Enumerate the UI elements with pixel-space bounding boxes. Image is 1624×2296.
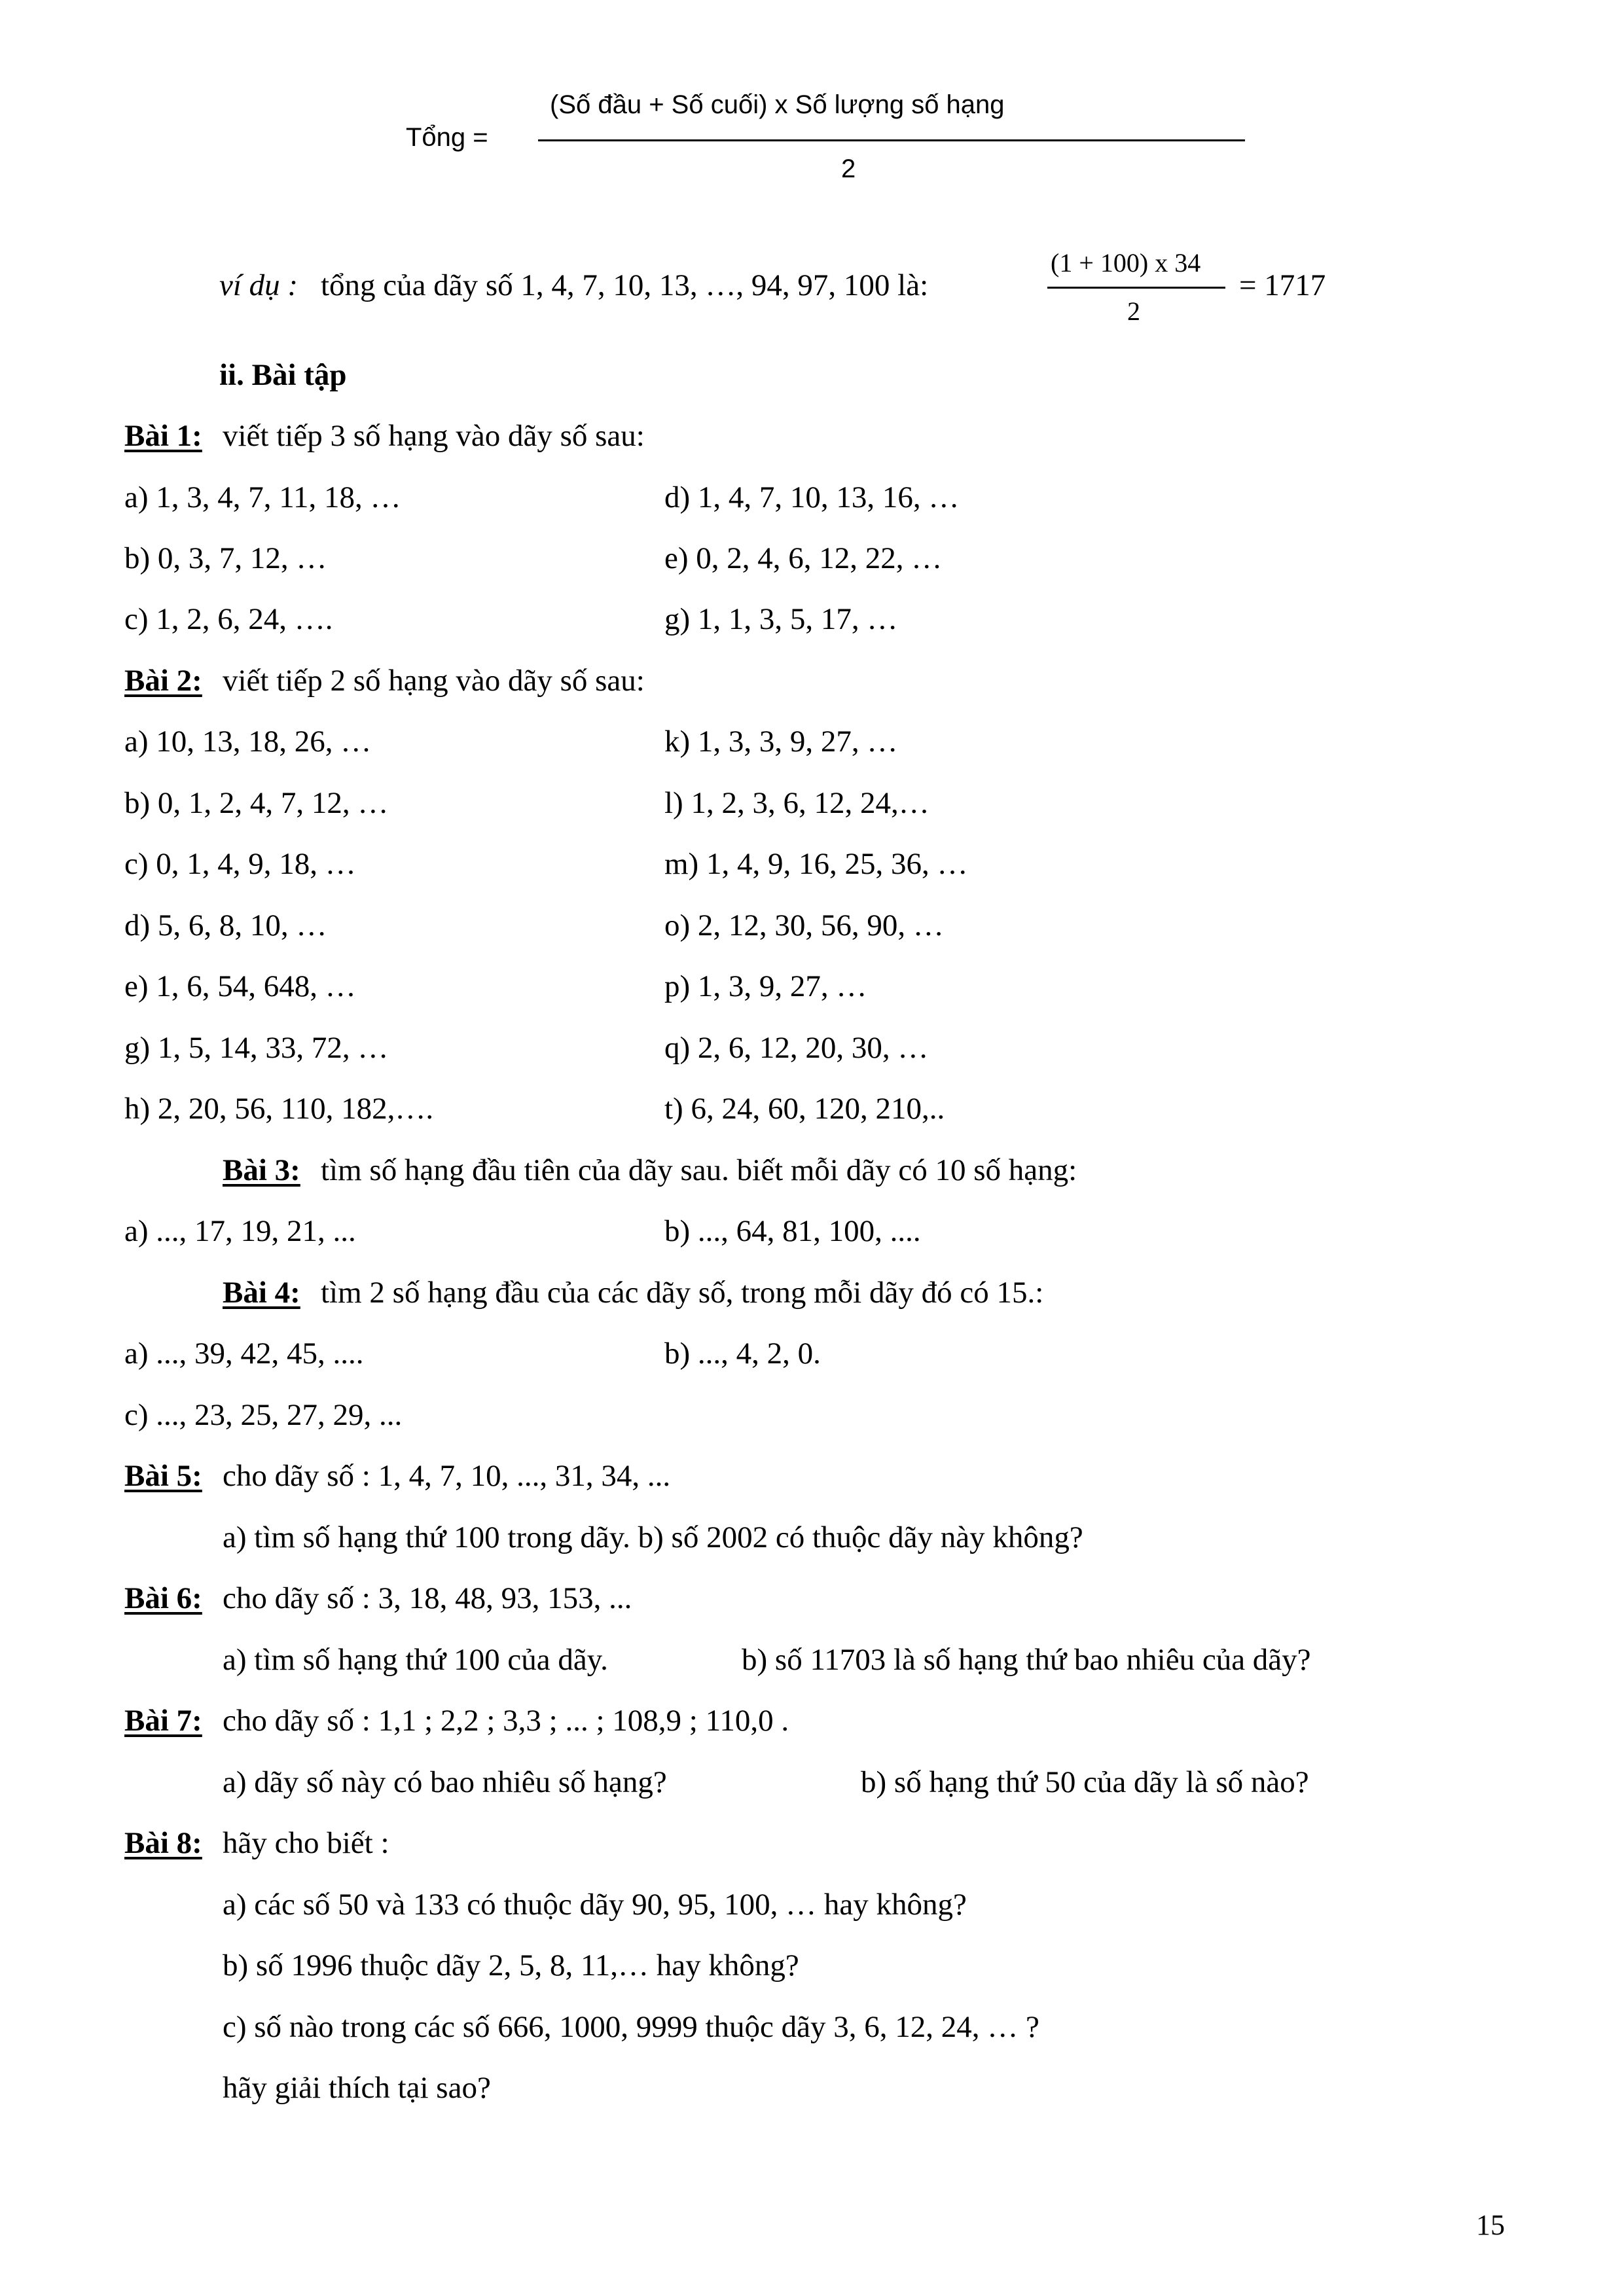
bai4-item: a) ..., 39, 42, 45, .... xyxy=(124,1336,364,1371)
bai2-item: l) 1, 2, 3, 6, 12, 24,… xyxy=(664,786,929,820)
bai5-sub: a) tìm số hạng thứ 100 trong dãy. b) số 2002 có thuộc dãy này không? xyxy=(223,1520,1083,1554)
bai1-prompt: viết tiếp 3 số hạng vào dãy số sau: xyxy=(223,419,645,453)
bai1-label: Bài 1: xyxy=(124,419,202,453)
formula-numerator: (Số đầu + Số cuối) x Số lượng số hạng xyxy=(550,90,1005,119)
bai8-line: hãy giải thích tại sao? xyxy=(223,2071,491,2105)
bai2-item: a) 10, 13, 18, 26, … xyxy=(124,725,372,759)
bai2-item: e) 1, 6, 54, 648, … xyxy=(124,969,356,1003)
bai4-item: b) ..., 4, 2, 0. xyxy=(664,1336,821,1371)
bai1-item: b) 0, 3, 7, 12, … xyxy=(124,541,327,575)
bai2-label: Bài 2: xyxy=(124,664,202,698)
example-denominator: 2 xyxy=(1127,296,1140,326)
bai4-prompt: tìm 2 số hạng đầu của các dãy số, trong mỗi dãy đó có 15.: xyxy=(321,1276,1044,1310)
bai2-item: o) 2, 12, 30, 56, 90, … xyxy=(664,908,944,942)
bai2-prompt: viết tiếp 2 số hạng vào dãy số sau: xyxy=(223,664,645,698)
bai3-item: a) ..., 17, 19, 21, ... xyxy=(124,1214,356,1248)
bai2-item: d) 5, 6, 8, 10, … xyxy=(124,908,327,942)
bai8-prompt: hãy cho biết : xyxy=(223,1826,389,1860)
bai2-item: q) 2, 6, 12, 20, 30, … xyxy=(664,1031,929,1065)
bai8-line: a) các số 50 và 133 có thuộc dãy 90, 95, 100, … hay không? xyxy=(223,1888,967,1922)
example-result: = 1717 xyxy=(1239,268,1326,302)
bai2-item: h) 2, 20, 56, 110, 182,…. xyxy=(124,1092,434,1126)
bai3-prompt: tìm số hạng đầu tiên của dãy sau. biết mỗi dãy có 10 số hạng: xyxy=(321,1153,1077,1187)
bai6-sub-b: b) số 11703 là số hạng thứ bao nhiêu của dãy? xyxy=(742,1643,1311,1677)
formula-fraction-line xyxy=(538,139,1245,141)
bai2-item: g) 1, 5, 14, 33, 72, … xyxy=(124,1031,389,1065)
example-fraction-line xyxy=(1047,287,1225,289)
bai1-item: a) 1, 3, 4, 7, 11, 18, … xyxy=(124,480,401,514)
example-label: ví dụ : xyxy=(219,268,298,302)
bai5-prompt: cho dãy số : 1, 4, 7, 10, ..., 31, 34, ... xyxy=(223,1459,671,1493)
bai8-label: Bài 8: xyxy=(124,1826,202,1860)
bai3-item: b) ..., 64, 81, 100, .... xyxy=(664,1214,921,1248)
bai3-label: Bài 3: xyxy=(223,1153,300,1187)
bai6-sub-a: a) tìm số hạng thứ 100 của dãy. xyxy=(223,1643,608,1677)
example-text: tổng của dãy số 1, 4, 7, 10, 13, …, 94, 97, 100 là: xyxy=(321,268,929,302)
bai6-prompt: cho dãy số : 3, 18, 48, 93, 153, ... xyxy=(223,1581,632,1615)
bai6-label: Bài 6: xyxy=(124,1581,202,1615)
bai8-line: c) số nào trong các số 666, 1000, 9999 thuộc dãy 3, 6, 12, 24, … ? xyxy=(223,2010,1039,2044)
bai2-item: k) 1, 3, 3, 9, 27, … xyxy=(664,725,898,759)
bai2-item: m) 1, 4, 9, 16, 25, 36, … xyxy=(664,847,968,881)
bai2-item: c) 0, 1, 4, 9, 18, … xyxy=(124,847,356,881)
bai7-label: Bài 7: xyxy=(124,1704,202,1738)
bai1-item: e) 0, 2, 4, 6, 12, 22, … xyxy=(664,541,943,575)
bai7-prompt: cho dãy số : 1,1 ; 2,2 ; 3,3 ; ... ; 108,9 ; 110,0 . xyxy=(223,1704,789,1738)
bai1-item: d) 1, 4, 7, 10, 13, 16, … xyxy=(664,480,960,514)
bai1-item: c) 1, 2, 6, 24, …. xyxy=(124,602,333,636)
bai5-label: Bài 5: xyxy=(124,1459,202,1493)
formula-denominator: 2 xyxy=(841,154,856,183)
bai1-item: g) 1, 1, 3, 5, 17, … xyxy=(664,602,898,636)
page-number: 15 xyxy=(1476,2209,1505,2241)
bai8-line: b) số 1996 thuộc dãy 2, 5, 8, 11,… hay không? xyxy=(223,1948,799,1982)
example-numerator: (1 + 100) x 34 xyxy=(1051,248,1201,278)
bai7-sub-b: b) số hạng thứ 50 của dãy là số nào? xyxy=(861,1765,1309,1799)
bai2-item: p) 1, 3, 9, 27, … xyxy=(664,969,867,1003)
bai4-item: c) ..., 23, 25, 27, 29, ... xyxy=(124,1398,403,1432)
bai2-item: t) 6, 24, 60, 120, 210,.. xyxy=(664,1092,945,1126)
section-title: ii. Bài tập xyxy=(219,358,347,392)
formula-lhs: Tổng = xyxy=(406,123,488,152)
bai2-item: b) 0, 1, 2, 4, 7, 12, … xyxy=(124,786,389,820)
bai4-label: Bài 4: xyxy=(223,1276,300,1310)
bai7-sub-a: a) dãy số này có bao nhiêu số hạng? xyxy=(223,1765,667,1799)
